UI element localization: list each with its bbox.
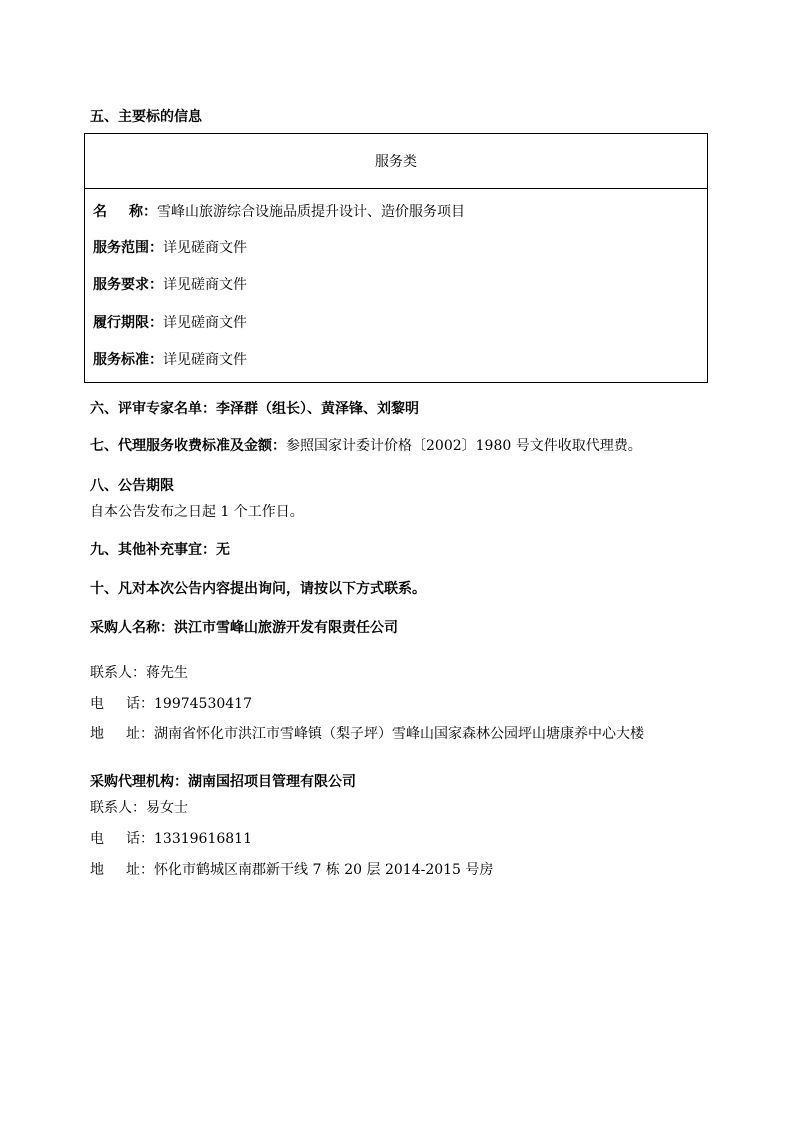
phone-value: 13319616811 xyxy=(154,831,252,847)
row-value: 详见磋商文件 xyxy=(163,352,247,368)
section7-fee xyxy=(90,436,642,456)
row-label: 服务范围： xyxy=(93,240,163,256)
agency-heading: 采购代理机构：湖南国招项目管理有限公司 xyxy=(90,774,356,790)
section9-other: 九、其他补充事宜：无 xyxy=(90,542,230,558)
phone-value: 19974530417 xyxy=(154,696,252,712)
purchaser-contact: 联系人：蒋先生 xyxy=(90,665,188,681)
purchaser-phone xyxy=(90,694,252,714)
subject-info-table xyxy=(84,133,708,383)
row-value: 详见磋商文件 xyxy=(163,240,247,256)
table-header xyxy=(85,134,707,189)
phone-label-a: 电 xyxy=(90,831,104,847)
section8-text: 自本公告发布之日起 1 个工作日。 xyxy=(90,504,304,520)
addr-label-b: 址： xyxy=(126,726,154,742)
table-row-name xyxy=(93,202,465,222)
section7-value: 参照国家计委计价格〔2002〕1980 号文件收取代理费。 xyxy=(286,438,642,454)
purchaser-address xyxy=(90,724,644,744)
address-value: 湖南省怀化市洪江市雪峰镇（梨子坪）雪峰山国家森林公园坪山塘康养中心大楼 xyxy=(154,726,644,742)
table-row-scope xyxy=(93,238,247,258)
addr-label-a: 地 xyxy=(90,726,104,742)
table-row-period xyxy=(93,313,247,333)
row-value: 雪峰山旅游综合设施品质提升设计、造价服务项目 xyxy=(157,204,465,220)
agency-address xyxy=(90,860,493,880)
row-label: 履行期限： xyxy=(93,315,163,331)
table-row-requirement xyxy=(93,275,247,295)
section8-heading: 八、公告期限 xyxy=(90,478,174,494)
section5-heading: 五、主要标的信息 xyxy=(90,109,202,125)
purchaser-heading: 采购人名称：洪江市雪峰山旅游开发有限责任公司 xyxy=(90,620,398,636)
row-label: 服务要求： xyxy=(93,277,163,293)
row-label-a: 名 xyxy=(93,204,107,220)
address-value: 怀化市鹤城区南郡新干线 7 栋 20 层 2014-2015 号房 xyxy=(154,862,494,878)
phone-label-a: 电 xyxy=(90,696,104,712)
row-value: 详见磋商文件 xyxy=(163,315,247,331)
table-header-text: 服务类 xyxy=(375,154,417,170)
addr-label-b: 址： xyxy=(126,862,154,878)
section10-contact-intro: 十、凡对本次公告内容提出询问，请按以下方式联系。 xyxy=(90,581,426,597)
row-label: 服务标准： xyxy=(93,352,163,368)
section6-experts: 六、评审专家名单：李泽群（组长）、黄泽锋、刘黎明 xyxy=(90,401,419,417)
row-value: 详见磋商文件 xyxy=(163,277,247,293)
table-row-standard xyxy=(93,350,247,370)
phone-label-b: 话： xyxy=(126,696,154,712)
phone-label-b: 话： xyxy=(126,831,154,847)
agency-contact: 联系人：易女士 xyxy=(90,800,188,816)
addr-label-a: 地 xyxy=(90,862,104,878)
section7-label: 七、代理服务收费标准及金额： xyxy=(90,438,286,454)
agency-phone xyxy=(90,829,252,849)
row-label-b: 称： xyxy=(129,204,157,220)
